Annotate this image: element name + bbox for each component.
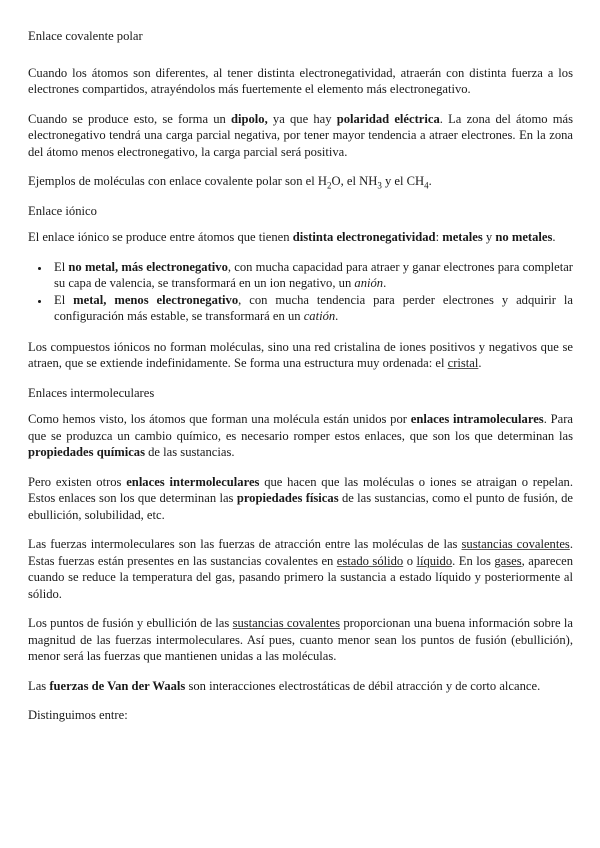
list-item-no-metal: • El no metal, más electronegativo, con mucha capacidad para atraer y ganar electrones para completar su capa de valencia, se transformará en un ion negativo, un anión. bbox=[50, 259, 573, 292]
link-cristal[interactable]: cristal bbox=[447, 356, 479, 370]
document-page bbox=[28, 20, 573, 737]
paragraph-inter-3: Las fuerzas intermoleculares son las fuerzas de atracción entre las moléculas de las sustancias covalentes. Estas fuerzas están presentes en las sustancias covalentes en estado sólido o líquido. En los gases, aparecen cuando se reduce la temperatura del gas, pasando primero la sustancia a estado líquido y posteriormente al sólido. bbox=[28, 537, 573, 601]
link-estado-solido[interactable]: estado sólido bbox=[336, 553, 404, 568]
paragraph-polar-3: Ejemplos de moléculas con enlace covalente polar son el $H_2O$, el $NH_3$ y el $CH_4$. bbox=[28, 174, 432, 191]
paragraph-polar-1: Cuando los átomos son diferentes, al tener distinta electronegatividad, atraerán con distinta fuerza a los electrones compartidos, atrayéndolos más fuertemente el elemento más electronegativo. bbox=[28, 65, 573, 96]
link-sustancias-covalentes-2[interactable]: sustancias covalentes bbox=[232, 616, 341, 630]
list-item-metal: • El metal, menos electronegativo, con mucha tendencia para perder electrones y adquirir la configuración más estable, se transformará en un catión. bbox=[50, 292, 573, 325]
paragraph-ionico-2: Los compuestos iónicos no forman moléculas, sino una red cristalina de iones positivos y negativos que se atraen, que se extiende indefinidamente. Se forma una estructura muy ordenada: el cristal. bbox=[28, 339, 573, 370]
ionico-list bbox=[28, 259, 573, 325]
paragraph-inter-2: Pero existen otros enlaces intermoleculares que hacen que las moléculas o iones se atraigan o repelan. Estos enlaces son los que determinan las propiedades físicas de las sustancias, como el punto de fusión, de ebullición, solubilidad, etc. bbox=[28, 474, 573, 522]
link-sustancias-covalentes[interactable]: sustancias covalentes bbox=[461, 537, 570, 551]
link-gases[interactable]: gases bbox=[494, 553, 522, 568]
paragraph-ionico-1: El enlace iónico se produce entre átomos que tienen distinta electronegatividad: metales y no metales. bbox=[28, 230, 556, 244]
paragraph-polar-2: Cuando se produce esto, se forma un dipolo, ya que hay polaridad eléctrica. La zona del átomo más electronegativo tendrá una carga parcial negativa, por tener mayor tendencia a atraer electrones. En la zona del átomo menos electronegativo, la carga parcial será positiva. bbox=[28, 111, 573, 159]
paragraph-inter-1: Como hemos visto, los átomos que forman una molécula están unidos por enlaces intramoleculares. Para que se produzca un cambio químico, es necesario romper estos enlaces, que son los que determinan las propiedades químicas de las sustancias. bbox=[28, 412, 573, 459]
heading-enlaces-intermoleculares: Enlaces intermoleculares bbox=[28, 385, 155, 400]
term-polaridad-electrica: polaridad eléctrica bbox=[336, 111, 440, 126]
paragraph-inter-4: Los puntos de fusión y ebullición de las sustancias covalentes proporcionan una buena información sobre la magnitud de las fuerzas intermoleculares. Así pues, cuanto menor sean los puntos de fusión (ebullición), menor será las fuerzas que mantienen unidas a las moléculas. bbox=[28, 616, 573, 663]
term-dipolo: dipolo, bbox=[231, 111, 268, 126]
heading-enlace-covalente-polar: Enlace covalente polar bbox=[28, 29, 143, 43]
heading-enlace-ionico: Enlace iónico bbox=[28, 203, 97, 218]
paragraph-inter-6: Distinguimos entre: bbox=[28, 708, 128, 722]
paragraph-inter-5: Las fuerzas de Van der Waals son interacciones electrostáticas de débil atracción y de corto alcance. bbox=[28, 678, 541, 693]
link-liquido[interactable]: líquido bbox=[416, 553, 453, 568]
